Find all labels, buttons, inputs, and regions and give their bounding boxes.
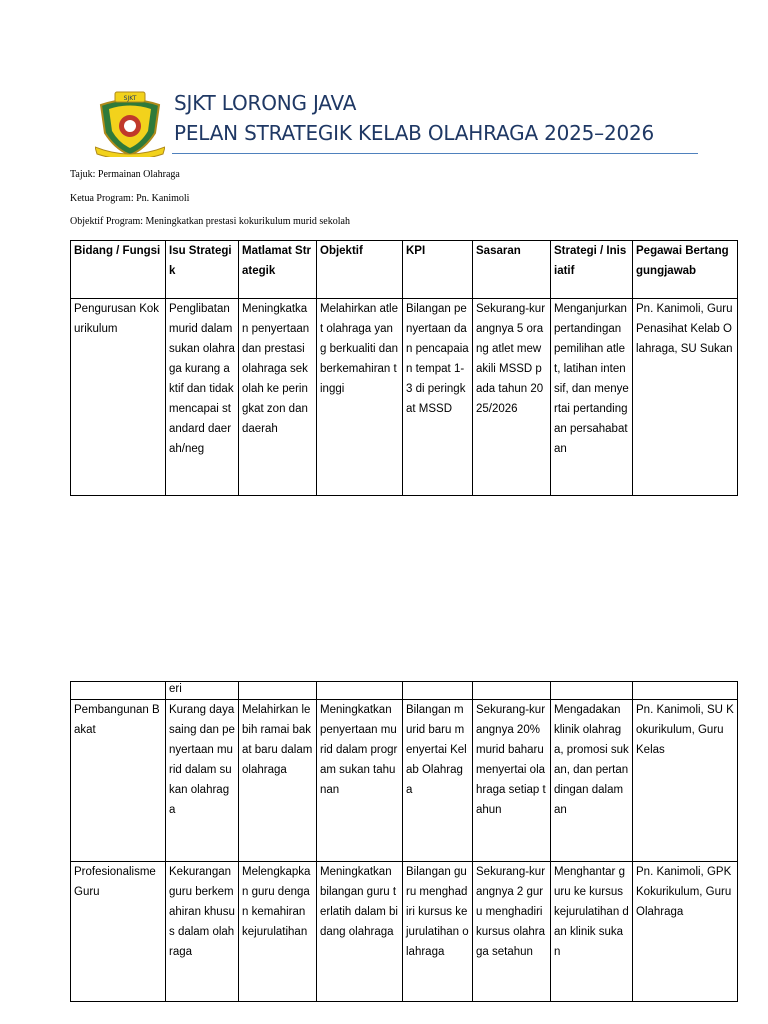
table-header-row — [71, 241, 738, 299]
table-cell: Pengurusan Kokurikulum — [71, 299, 166, 496]
title-divider — [172, 153, 698, 154]
table-cell: Mengadakan klinik olahraga, promosi sukan, dan pertandingan dalaman — [551, 700, 633, 862]
table-cell: Pn. Kanimoli, GPK Kokurikulum, Guru Olahraga — [633, 862, 738, 1002]
table-cell: Meningkatkan bilangan guru terlatih dalam bidang olahraga — [317, 862, 403, 1002]
logo-text: SJKT — [123, 95, 137, 102]
table-cell — [633, 682, 738, 700]
table-cell — [473, 682, 551, 700]
table-cell: Melengkapkan guru dengan kemahiran kejurulatihan — [239, 862, 317, 1002]
table-cell: Meningkatkan penyertaan dan prestasi olahraga sekolah ke peringkat zon dan daerah — [239, 299, 317, 496]
table-cell — [71, 682, 166, 700]
table-row — [71, 862, 738, 1002]
table-cell: Pembangunan Bakat — [71, 700, 166, 862]
strategic-plan-table — [70, 240, 738, 496]
school-crest-logo — [95, 89, 165, 157]
table-cell — [317, 682, 403, 700]
table-row — [71, 700, 738, 862]
plan-title: PELAN STRATEGIK KELAB OLAHRAGA 2025–2026 — [174, 121, 655, 145]
table-cell: Sekurang-kurangnya 20% murid baharu menyertai olahraga setiap tahun — [473, 700, 551, 862]
header-cell: Sasaran — [473, 241, 551, 299]
table-cell: Melahirkan atlet olahraga yang berkualiti dan berkemahiran tinggi — [317, 299, 403, 496]
table-cell — [239, 682, 317, 700]
table-cell: Menghantar guru ke kursus kejurulatihan dan klinik sukan — [551, 862, 633, 1002]
header-cell: KPI — [403, 241, 473, 299]
header-cell: Isu Strategik — [166, 241, 239, 299]
table-cell: Melahirkan lebih ramai bakat baru dalam olahraga — [239, 700, 317, 862]
header-cell: Pegawai Bertanggungjawab — [633, 241, 738, 299]
header-cell: Strategi / Inisiatif — [551, 241, 633, 299]
header-cell: Matlamat Strategik — [239, 241, 317, 299]
table-cell — [403, 682, 473, 700]
table-cell: Menganjurkan pertandingan pemilihan atlet, latihan intensif, dan menyertai pertandingan persahabatan — [551, 299, 633, 496]
table-cell: Bilangan penyertaan dan pencapaian tempat 1-3 di peringkat MSSD — [403, 299, 473, 496]
table-cell: Meningkatkan penyertaan murid dalam program sukan tahunan — [317, 700, 403, 862]
meta-tajuk: Tajuk: Permainan Olahraga — [70, 169, 180, 180]
table-row — [71, 682, 738, 700]
table-row — [71, 299, 738, 496]
table-cell-continuation: eri — [166, 682, 239, 700]
table-cell: Profesionalisme Guru — [71, 862, 166, 1002]
header-cell: Objektif — [317, 241, 403, 299]
table-cell: Kurang daya saing dan penyertaan murid dalam sukan olahraga — [166, 700, 239, 862]
meta-ketua-program: Ketua Program: Pn. Kanimoli — [70, 193, 190, 204]
table-cell: Pn. Kanimoli, SU Kokurikulum, Guru Kelas — [633, 700, 738, 862]
table-cell: Sekurang-kurangnya 2 guru menghadiri kursus olahraga setahun — [473, 862, 551, 1002]
school-title: SJKT LORONG JAVA — [174, 91, 357, 115]
table-cell: Pn. Kanimoli, Guru Penasihat Kelab Olahraga, SU Sukan — [633, 299, 738, 496]
table-cell: Sekurang-kurangnya 5 orang atlet mewakili MSSD pada tahun 2025/2026 — [473, 299, 551, 496]
table-cell — [551, 682, 633, 700]
table-cell: Bilangan guru menghadiri kursus kejurulatihan olahraga — [403, 862, 473, 1002]
table-cell: Kekurangan guru berkemahiran khusus dalam olahraga — [166, 862, 239, 1002]
table-cell: Penglibatan murid dalam sukan olahraga kurang aktif dan tidak mencapai standard daerah/neg — [166, 299, 239, 496]
table-cell: Bilangan murid baru menyertai Kelab Olahraga — [403, 700, 473, 862]
meta-objektif-program: Objektif Program: Meningkatkan prestasi kokurikulum murid sekolah — [70, 216, 350, 227]
strategic-plan-table-continued — [70, 681, 738, 1002]
header-cell: Bidang / Fungsi — [71, 241, 166, 299]
